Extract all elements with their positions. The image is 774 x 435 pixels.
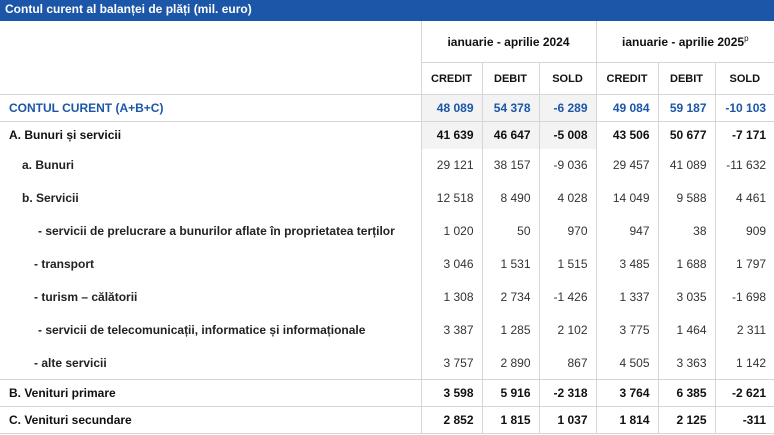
table-cell: 2 125 <box>658 407 715 434</box>
table-row <box>0 248 774 281</box>
table-cell: 1 797 <box>715 248 774 281</box>
table-title: Contul curent al balanței de plăți (mil. euro) <box>0 0 774 21</box>
row-label: - transport <box>34 257 94 271</box>
table-cell: 3 046 <box>421 248 482 281</box>
table-cell: 1 308 <box>421 281 482 314</box>
table-cell: -2 318 <box>539 380 596 407</box>
table-cell: 2 852 <box>421 407 482 434</box>
table-cell: 3 035 <box>658 281 715 314</box>
table-cell: 29 121 <box>421 149 482 182</box>
table-cell: 14 049 <box>596 182 658 215</box>
table-cell: -1 698 <box>715 281 774 314</box>
table-cell: 3 598 <box>421 380 482 407</box>
table-cell: 1 337 <box>596 281 658 314</box>
table-cell: -7 171 <box>715 122 774 149</box>
table-cell: 2 311 <box>715 314 774 347</box>
table-cell: 2 734 <box>482 281 539 314</box>
col-sold-2025: SOLD <box>715 63 774 95</box>
table-cell: 41 089 <box>658 149 715 182</box>
table-row <box>0 380 774 407</box>
col-sold-2024: SOLD <box>539 63 596 95</box>
table-cell: 1 020 <box>421 215 482 248</box>
table-cell: 909 <box>715 215 774 248</box>
table-cell: 8 490 <box>482 182 539 215</box>
table-cell: 59 187 <box>658 95 715 122</box>
col-credit-2024: CREDIT <box>421 63 482 95</box>
table-cell: 970 <box>539 215 596 248</box>
row-label: - alte servicii <box>34 355 107 370</box>
balance-of-payments-table <box>0 21 774 434</box>
table-cell: -11 632 <box>715 149 774 182</box>
table-cell: -10 103 <box>715 95 774 122</box>
table-cell: 1 815 <box>482 407 539 434</box>
table-cell: 4 505 <box>596 347 658 380</box>
period-2025-label: ianuarie - aprilie 2025 <box>622 35 745 49</box>
row-label: a. Bunuri <box>22 158 75 172</box>
table-cell: 38 157 <box>482 149 539 182</box>
table-cell: 49 084 <box>596 95 658 122</box>
table-cell: -5 008 <box>539 122 596 149</box>
table-row <box>0 215 774 248</box>
table-cell: 2 890 <box>482 347 539 380</box>
table-cell: 46 647 <box>482 122 539 149</box>
table-cell: 2 102 <box>539 314 596 347</box>
table-cell: 50 <box>482 215 539 248</box>
table-cell: 947 <box>596 215 658 248</box>
table-cell: 1 814 <box>596 407 658 434</box>
table-cell: 1 037 <box>539 407 596 434</box>
table-cell: 48 089 <box>421 95 482 122</box>
table-cell: -1 426 <box>539 281 596 314</box>
row-label: C. Venituri secundare <box>9 413 132 427</box>
period-2024-label: ianuarie - aprilie 2024 <box>447 34 570 49</box>
table-cell: 12 518 <box>421 182 482 215</box>
table-cell: 3 775 <box>596 314 658 347</box>
period-2024-header <box>421 21 596 63</box>
col-credit-2025: CREDIT <box>596 63 658 95</box>
table-cell: 5 916 <box>482 380 539 407</box>
table-row <box>0 314 774 347</box>
table-cell: 1 531 <box>482 248 539 281</box>
table-cell: 9 588 <box>658 182 715 215</box>
table-row <box>0 95 774 122</box>
table-body <box>0 95 774 434</box>
table-cell: 4 028 <box>539 182 596 215</box>
table-cell: 6 385 <box>658 380 715 407</box>
table-cell: 1 142 <box>715 347 774 380</box>
table-cell: 1 464 <box>658 314 715 347</box>
row-label: b. Servicii <box>22 191 79 205</box>
table-cell: 54 378 <box>482 95 539 122</box>
provisional-marker: p <box>744 34 749 43</box>
table-cell: 1 688 <box>658 248 715 281</box>
table-row <box>0 281 774 314</box>
table-cell: 3 757 <box>421 347 482 380</box>
table-cell: -311 <box>715 407 774 434</box>
table-cell: 1 515 <box>539 248 596 281</box>
table-cell: 50 677 <box>658 122 715 149</box>
table-cell: 3 387 <box>421 314 482 347</box>
table-row <box>0 182 774 215</box>
row-label: - servicii de telecomunicații, informatice și informaționale <box>38 323 366 337</box>
table-cell: 41 639 <box>421 122 482 149</box>
row-label: A. Bunuri și servicii <box>9 128 122 143</box>
table-cell: 1 285 <box>482 314 539 347</box>
col-debit-2025: DEBIT <box>658 63 715 95</box>
col-debit-2024: DEBIT <box>482 63 539 95</box>
row-label: - turism – călătorii <box>34 290 138 304</box>
row-label: - servicii de prelucrare a bunurilor aflate în proprietatea terților <box>38 224 395 238</box>
period-2025-header <box>596 21 774 63</box>
table-cell: 4 461 <box>715 182 774 215</box>
table-row <box>0 122 774 149</box>
table-cell: 3 363 <box>658 347 715 380</box>
table-cell: 867 <box>539 347 596 380</box>
table-cell: 29 457 <box>596 149 658 182</box>
table-cell: 38 <box>658 215 715 248</box>
table-cell: -6 289 <box>539 95 596 122</box>
table-cell: 3 764 <box>596 380 658 407</box>
header-blank <box>0 21 421 95</box>
table-cell: 43 506 <box>596 122 658 149</box>
row-label: CONTUL CURENT (A+B+C) <box>9 101 164 115</box>
table-row <box>0 149 774 182</box>
row-label: B. Venituri primare <box>9 386 116 400</box>
table-row <box>0 407 774 434</box>
table-cell: 3 485 <box>596 248 658 281</box>
table-row <box>0 347 774 380</box>
table-cell: -9 036 <box>539 149 596 182</box>
table-cell: -2 621 <box>715 380 774 407</box>
period-header-row <box>0 21 774 63</box>
